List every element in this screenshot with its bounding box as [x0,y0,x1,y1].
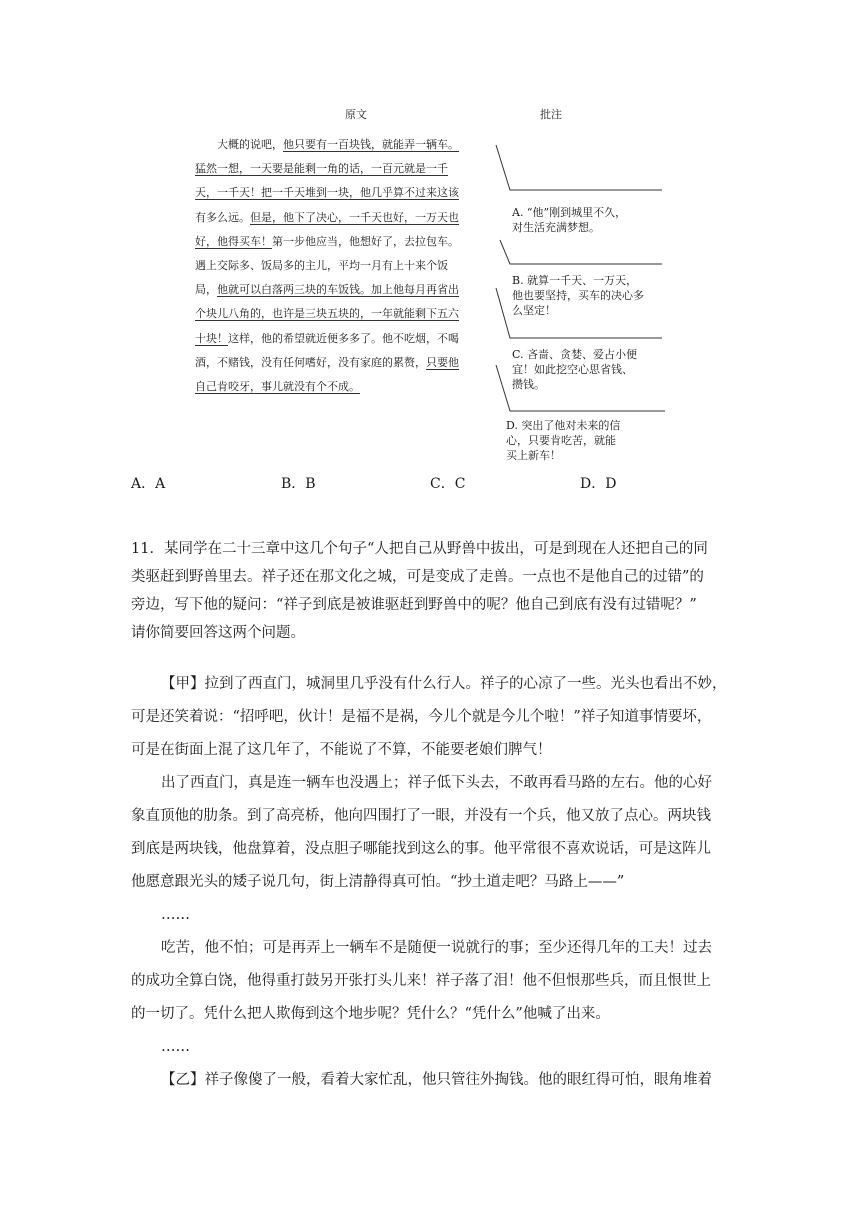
question-line: 请你简要回答这两个问题。 [131,625,305,641]
underlined-segment: 天，一千天！把一千天堆到一块，他几乎算不过来这该 [195,186,459,200]
note-line: D. 突出了他对未来的信 [506,419,621,432]
note-b [512,273,644,318]
note-line: 攒钱。 [512,378,545,391]
note-a [512,205,626,235]
question-11 [131,535,731,647]
note-d [506,418,620,463]
underlined-segment: 只要他 [426,355,459,369]
passage-line: 出了西直门，真是连一辆车也没遇上；祥子低下头去，不敢再看马路的左右。他的心好 [161,775,712,791]
note-line: 他也要坚持，买车的决心多 [512,289,644,302]
note-line: A. “他”刚到城里不久， [512,206,627,219]
note-c [512,347,637,392]
passage-line: 的成功全算白饶，他得重打鼓另开张打头儿来！祥子落了泪！他不但恨那些兵，而且恨世上 [131,973,711,989]
option-d[interactable]: D．D [580,476,617,492]
note-line: C. 吝啬、贪婪、爱占小便 [512,348,638,361]
ellipsis: …… [161,1039,190,1055]
connector-a [496,145,662,190]
underlined-segment: 好，他得买车！ [195,234,272,248]
note-line: 心，只要肯吃苦，就能 [506,434,616,447]
passage-line: 他愿意跟光头的矮子说几句，街上清静得真可怕。“抄土道走吧？马路上——” [131,874,625,890]
note-line: 么坚定！ [512,304,556,317]
note-line: 宜！如此挖空心思省钱、 [512,363,633,376]
underlined-segment: 但是，他下了决心，一千天也好，一万天也 [250,210,459,224]
underlined-segment: 个块儿八角的，也许是三块五块的，一年就能剩下五六 [195,307,459,321]
passage-line: 可是还笑着说：“招呼吧，伙计！是福不是祸，今儿个就是今儿个啦！”祥子知道事情要坏， [131,709,712,725]
underlined-segment: 他只要有一百块钱，就能弄一辆车。 [283,138,459,151]
note-line: 买上新车！ [506,449,561,462]
passage-line: 到底是两块钱，他盘算着，没点胆子哪能找到这么的事。他平常很不喜欢说话，可是这阵儿 [131,841,711,857]
passage-line: 吃苦，他不怕；可是再弄上一辆车不是随便一说就行的事；至少还得几年的工夫！过去 [161,940,712,956]
passage-line: 象直顶他的肋条。到了高亮桥，他向四围打了一眼，并没有一个兵，他又放了点心。两块钱 [131,808,711,824]
passage-line: 【甲】拉到了西直门，城洞里几乎没有什么行人。祥子的心凉了一些。光头也看出不妙， [161,676,727,692]
figure-header-annotation: 批注 [540,108,562,121]
question-line: 类驱赶到野兽里去。祥子还在那文化之城，可是变成了走兽。一点也不是他自己的过错”的 [131,569,704,585]
text-segment: 第一步他应当，他想好了，去拉包车。 [272,234,459,248]
underlined-segment: 十块！ [195,331,228,345]
option-c[interactable]: C．C [430,476,466,492]
text-segment: 有多么远。 [195,210,250,224]
passage-line: 的一切了。凭什么把人欺侮到这个地步呢？凭什么？“凭什么”他喊了出来。 [131,1006,610,1022]
question-line: 11．某同学在二十三章中这几个句子“人把自己从野兽中拔出，可是到现在人还把自己的同 [131,541,708,557]
text-segment: 酒，不赌钱，没有任何嗜好，没有家庭的累赘， [195,355,426,369]
underlined-segment: 猛然一想，一天要是能剩一角的话，一百元就是一千 [195,162,448,176]
underlined-segment: 他就可以白落两三块的车饭钱。 [217,283,371,297]
ellipsis: …… [161,907,190,923]
question-line: 旁边，写下他的疑问：“祥子到底是被谁驱赶到野兽中的呢？他自己到底有没有过错呢？” [131,597,697,613]
connector-b [500,240,662,264]
text-segment: 局， [195,283,217,297]
note-line: 对生活充满梦想。 [512,221,600,234]
passage-line: 【乙】祥子像傻了一般，看着大家忙乱，他只管往外掏钱。他的眼红得可怕，眼角堆着 [161,1072,712,1088]
underlined-segment: 自己肯咬牙，事儿就没有个不成。 [195,379,360,393]
text-segment: 这样，他的希望就近便多多了。他不吃烟，不喝 [228,331,459,345]
underlined-segment: 加上他每月再省出 [371,283,459,297]
text-segment: 大概的说吧， [217,138,283,151]
passage-line: 可是在街面上混了这几年了，不能说了不算，不能要老娘们脾气！ [131,742,552,758]
option-a[interactable]: A．A [131,476,166,492]
figure-header-original: 原文 [345,108,367,121]
text-segment: 遇上交际多、饭局多的主儿，平均一月有上十来个饭 [195,258,448,272]
passage [131,668,743,1097]
note-line: B. 就算一千天、一万天， [512,274,638,287]
option-b[interactable]: B．B [281,476,316,492]
